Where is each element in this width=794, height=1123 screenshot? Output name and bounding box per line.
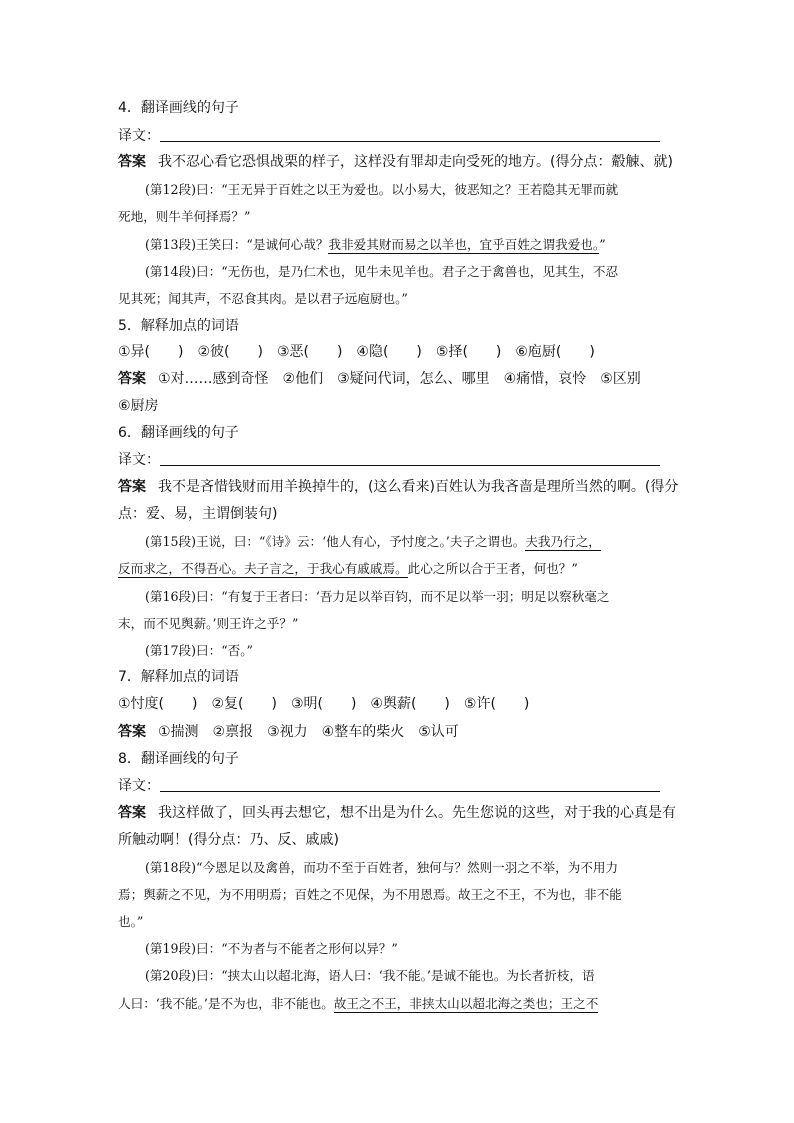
para-18-line-3: 也。” bbox=[118, 914, 144, 929]
q4-answer bbox=[118, 152, 673, 172]
translation-blank[interactable] bbox=[160, 777, 660, 792]
q5-answer bbox=[118, 369, 641, 389]
para-13 bbox=[145, 235, 606, 255]
translation-label: 译文： bbox=[118, 128, 160, 144]
translation-blank[interactable] bbox=[160, 451, 660, 466]
answer-label: 答案 bbox=[118, 724, 146, 740]
para-12-line-1: (第12段)曰：“王无异于百姓之以王为爱也。以小易大，彼恶知之？王若隐其无罪而就 bbox=[145, 182, 619, 197]
para-20-line-2 bbox=[118, 994, 598, 1014]
para-13-end: ” bbox=[599, 237, 606, 252]
answer-label: 答案 bbox=[118, 479, 146, 495]
q5-items: ①异( ) ②彼( ) ③恶( ) ④隐( ) ⑤择( ) ⑥庖厨( ) bbox=[118, 344, 595, 360]
q6-answer-cont: 点：爱、易，主谓倒装句) bbox=[118, 506, 278, 522]
answer-label: 答案 bbox=[118, 154, 146, 170]
para-13-text: (第13段)王笑曰：“是诚何心哉？ bbox=[145, 237, 329, 252]
underlined-sentence: 夫我乃行之， bbox=[525, 534, 601, 549]
translation-label: 译文： bbox=[118, 452, 160, 468]
q6-answer bbox=[118, 477, 678, 497]
q7-items: ①忖度( ) ②复( ) ③明( ) ④舆薪( ) ⑤许( ) bbox=[118, 696, 530, 712]
para-19: (第19段)曰：“不为者与不能者之形何以异？” bbox=[145, 941, 398, 956]
q4-title: 4．翻译画线的句子 bbox=[118, 100, 239, 116]
para-15-line-1 bbox=[145, 532, 601, 552]
para-20-line-1: (第20段)曰：“挟太山以超北海，语人曰：‘我不能。’是诚不能也。为长者折枝，语 bbox=[145, 968, 595, 983]
q6-title: 6．翻译画线的句子 bbox=[118, 425, 239, 441]
answer-label: 答案 bbox=[118, 371, 146, 387]
para-16-line-1: (第16段)曰：“有复于王者曰：‘吾力足以举百钧，而不足以举一羽；明足以察秋毫之 bbox=[145, 589, 610, 604]
q6-translation-row bbox=[118, 450, 660, 470]
q8-translation-row bbox=[118, 776, 660, 796]
q8-answer bbox=[118, 803, 676, 823]
para-15-text: (第15段)王说，曰：“《诗》云：‘他人有心，予忖度之。’夫子之谓也。 bbox=[145, 534, 526, 549]
answer-label: 答案 bbox=[118, 805, 146, 821]
q8-title: 8．翻译画线的句子 bbox=[118, 751, 239, 767]
para-16-line-2: 末，而不见舆薪。’则王许之乎？” bbox=[118, 616, 299, 631]
para-15-text: 此心之所以合于王者，何也？” bbox=[407, 561, 578, 576]
para-14-line-2: 见其死；闻其声，不忍食其肉。是以君子远庖厨也。” bbox=[118, 291, 408, 306]
answer-text: 我不忍心看它恐惧战栗的样子，这样没有罪却走向受死的地方。(得分点：觳觫、就) bbox=[158, 154, 673, 170]
answer-text: 我不是吝惜钱财而用羊换掉牛的，(这么看来)百姓认为我吝啬是理所当然的啊。(得分 bbox=[158, 479, 679, 495]
para-18-line-2: 焉；舆薪之不见，为不用明焉；百姓之不见保，为不用恩焉。故王之不王，不为也，非不能 bbox=[118, 887, 622, 902]
underlined-sentence: 反而求之，不得吾心。夫子言之，于我心有戚戚焉。 bbox=[118, 561, 408, 576]
q7-answer bbox=[118, 722, 459, 742]
answer-text: ①对……感到奇怪 ②他们 ③疑问代词，怎么、哪里 ④痛惜，哀怜 ⑤区别 bbox=[158, 371, 641, 387]
para-18-line-1: (第18段)“今恩足以及禽兽，而功不至于百姓者，独何与？然则一羽之不举，为不用力 bbox=[145, 860, 619, 875]
para-15-line-2 bbox=[118, 559, 578, 579]
q8-answer-cont: 所触动啊！(得分点：乃、反、戚戚) bbox=[118, 832, 339, 848]
answer-text: ①揣测 ②禀报 ③视力 ④整车的柴火 ⑤认可 bbox=[158, 724, 459, 740]
q5-answer-cont: ⑥厨房 bbox=[118, 398, 159, 414]
underlined-sentence: 我非爱其财而易之以羊也，宜乎百姓之谓我爱也。 bbox=[328, 237, 600, 252]
para-12-line-2: 死地，则牛羊何择焉？” bbox=[118, 209, 251, 224]
q7-title: 7．解释加点的词语 bbox=[118, 669, 239, 685]
para-17: (第17段)曰：“否。” bbox=[145, 643, 253, 658]
q4-translation-row bbox=[118, 126, 660, 146]
answer-text: 我这样做了，回头再去想它，想不出是为什么。先生您说的这些，对于我的心真是有 bbox=[158, 805, 676, 821]
translation-label: 译文： bbox=[118, 778, 160, 794]
q5-title: 5．解释加点的词语 bbox=[118, 318, 239, 334]
translation-blank[interactable] bbox=[160, 127, 660, 142]
underlined-sentence: 故王之不王，非挟太山以超北海之类也；王之不 bbox=[333, 996, 599, 1011]
para-14-line-1: (第14段)曰：“无伤也，是乃仁术也，见牛未见羊也。君子之于禽兽也，见其生，不忍 bbox=[145, 264, 619, 279]
para-20-text: 人曰：‘我不能。’是不为也，非不能也。 bbox=[118, 996, 334, 1011]
